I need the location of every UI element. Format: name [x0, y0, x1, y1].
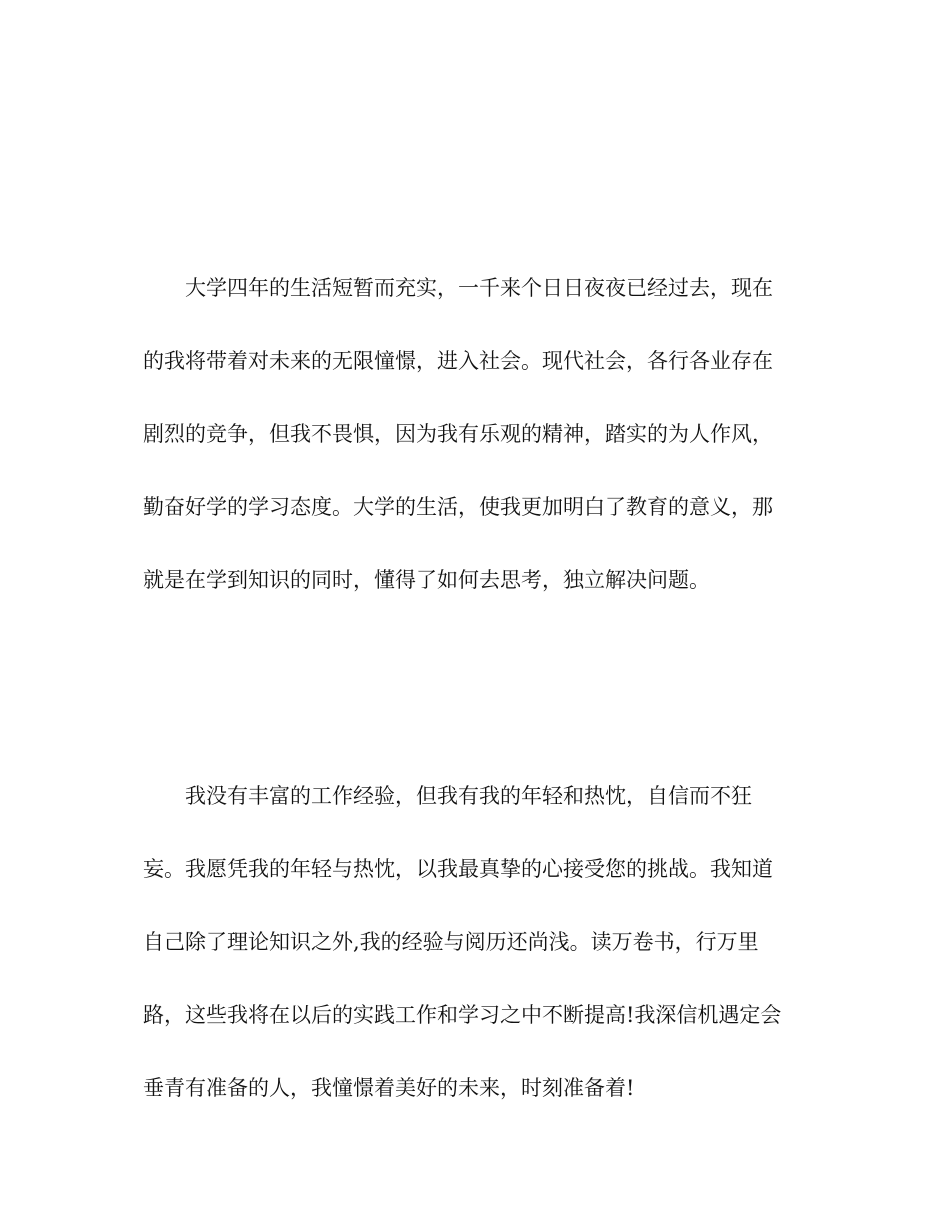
paragraph-line: 路，这些我将在以后的实践工作和学习之中不断提高!我深信机遇定会	[143, 1003, 782, 1027]
paragraph-line: 妄。我愿凭我的年轻与热忱，以我最真挚的心接受您的挑战。我知道	[143, 857, 773, 881]
paragraph-line: 垂青有准备的人，我憧憬着美好的未来，时刻准备着!	[143, 1076, 635, 1100]
paragraph-line: 大学四年的生活短暂而充实，一千来个日日夜夜已经过去，现在	[185, 276, 773, 300]
paragraph-line: 自己除了理论知识之外,我的经验与阅历还尚浅。读万卷书，行万里	[143, 930, 759, 954]
paragraph-line: 剧烈的竞争，但我不畏惧，因为我有乐观的精神，踏实的为人作风，	[143, 422, 773, 446]
paragraph-line: 的我将带着对未来的无限憧憬，进入社会。现代社会，各行各业存在	[143, 349, 773, 373]
paragraph-line: 勤奋好学的学习态度。大学的生活，使我更加明白了教育的意义，那	[143, 495, 773, 519]
paragraph-1	[143, 278, 813, 643]
paragraph-line: 我没有丰富的工作经验，但我有我的年轻和热忱，自信而不狂	[185, 784, 752, 808]
paragraph-2	[143, 786, 813, 1151]
paragraph-line: 就是在学到知识的同时，懂得了如何去思考，独立解决问题。	[143, 568, 710, 592]
